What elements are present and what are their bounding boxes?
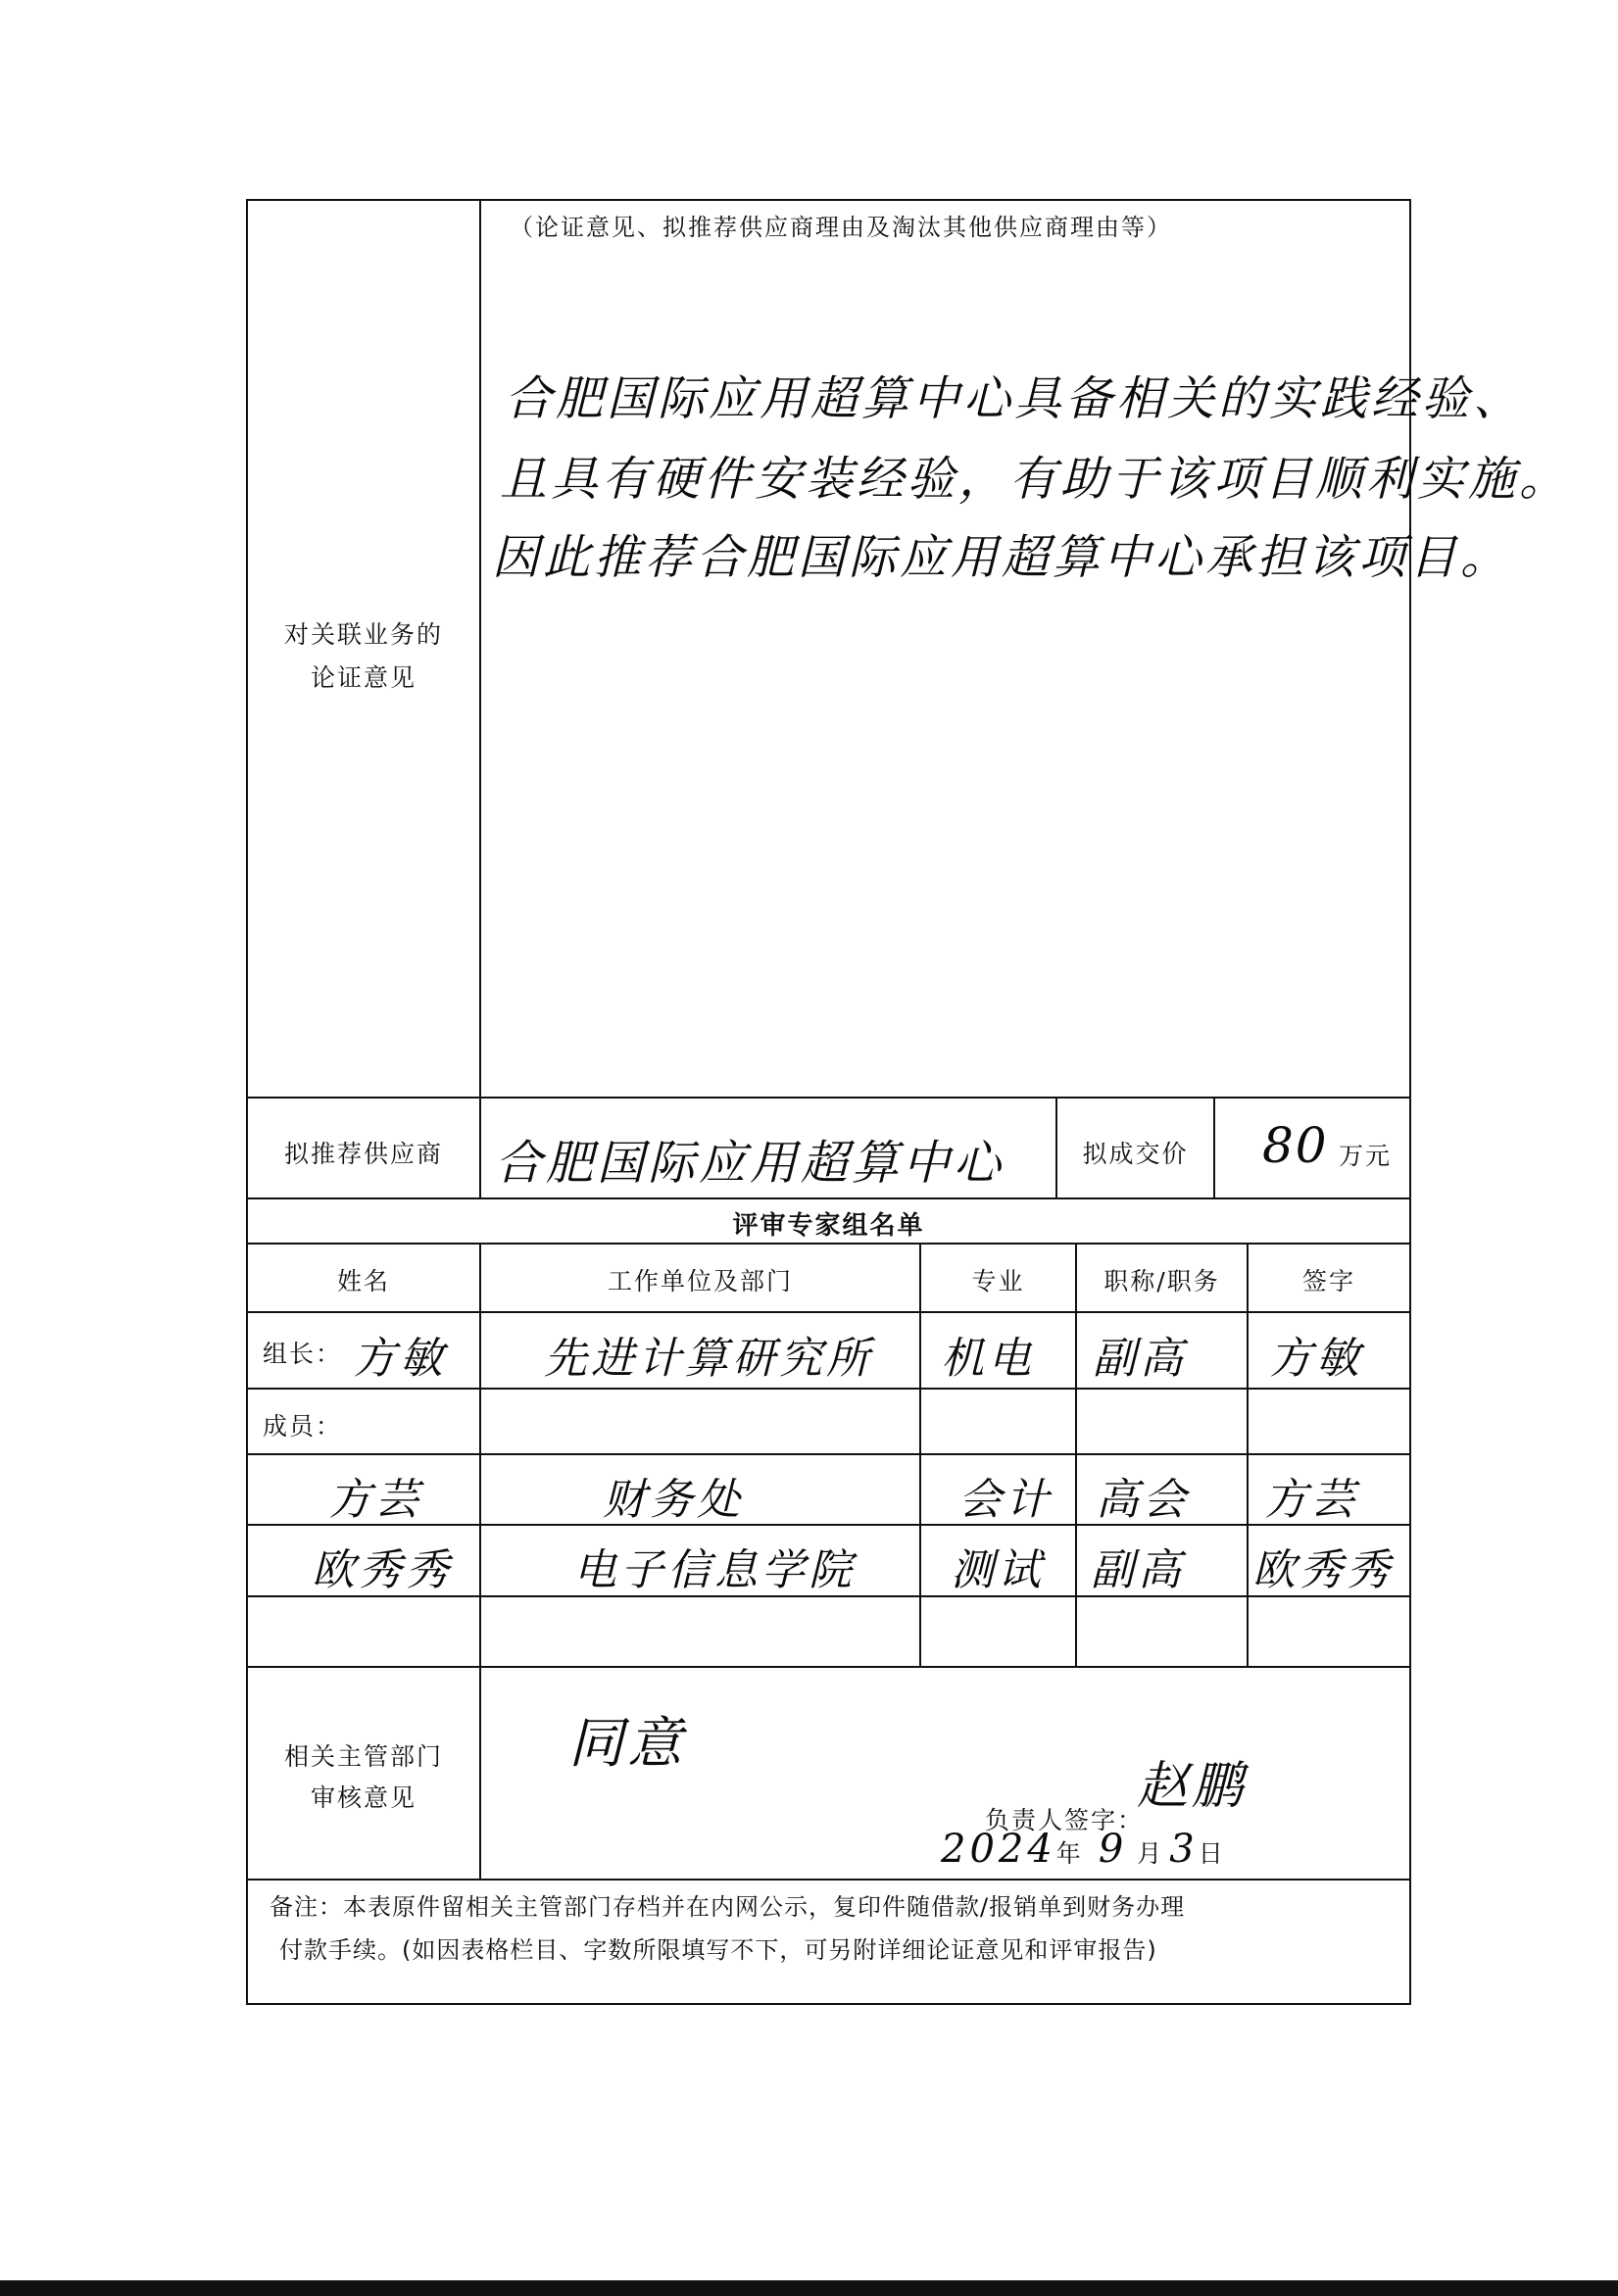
- member-1-signature: 方芸: [1264, 1475, 1358, 1525]
- leader-major: 机电: [941, 1334, 1035, 1384]
- review-date: [941, 1827, 1225, 1872]
- members-label: 成员：: [263, 1412, 343, 1441]
- price-value: 80: [1262, 1117, 1329, 1174]
- divider: [479, 199, 481, 1197]
- header-signature: 签字: [1301, 1267, 1355, 1295]
- opinion-handwritten-line-1: 合肥国际应用超算中心具备相关的实践经验、: [505, 371, 1525, 426]
- review-label-2: 审核意见: [310, 1783, 417, 1812]
- member-2-name: 欧秀秀: [312, 1545, 453, 1595]
- leader-label: 组长：: [263, 1340, 343, 1368]
- divider: [246, 1243, 1411, 1245]
- opinion-instructions: （论证意见、拟推荐供应商理由及淘汰其他供应商理由等）: [510, 214, 1172, 241]
- header-name: 姓名: [336, 1267, 390, 1295]
- divider: [479, 1243, 481, 1666]
- member-1-major: 会计: [958, 1475, 1053, 1525]
- date-month-suffix: 月: [1137, 1839, 1164, 1868]
- price-label: 拟成交价: [1082, 1140, 1189, 1168]
- date-year: 2024: [941, 1827, 1056, 1872]
- divider: [919, 1243, 921, 1666]
- date-month: 9: [1098, 1827, 1128, 1872]
- date-year-suffix: 年: [1055, 1839, 1083, 1868]
- leader-name: 方敏: [353, 1334, 447, 1384]
- note-line-2: 付款手续。(如因表格栏目、字数所限填写不下，可另附详细论证意见和评审报告): [279, 1936, 1157, 1964]
- divider: [246, 1097, 1411, 1099]
- leader-signature: 方敏: [1269, 1334, 1363, 1384]
- divider: [1247, 1243, 1249, 1666]
- review-signature: 赵鹏: [1137, 1757, 1248, 1816]
- price-unit: 万元: [1339, 1142, 1393, 1170]
- opinion-handwritten-line-2: 且具有硬件安装经验，有助于该项目顺利实施。: [500, 452, 1571, 507]
- opinion-row-label-2: 论证意见: [310, 663, 417, 692]
- note-line-1: 备注：本表原件留相关主管部门存档并在内网公示，复印件随借款/报销单到财务办理: [270, 1893, 1186, 1921]
- signer-label: 负责人签字：: [985, 1806, 1145, 1834]
- member-1-unit: 财务处: [603, 1475, 744, 1525]
- opinion-handwritten-line-3: 因此推荐合肥国际应用超算中心承担该项目。: [492, 530, 1512, 585]
- experts-title: 评审专家组名单: [732, 1211, 925, 1241]
- date-day: 3: [1169, 1827, 1199, 1872]
- member-2-title: 副高: [1091, 1545, 1185, 1595]
- scan-edge: [0, 2280, 1618, 2296]
- member-2-major: 测试: [951, 1545, 1045, 1595]
- member-1-name: 方芸: [328, 1475, 422, 1525]
- divider: [1075, 1243, 1077, 1666]
- divider: [246, 1453, 1411, 1455]
- divider: [1213, 1097, 1215, 1197]
- date-day-suffix: 日: [1198, 1839, 1225, 1868]
- member-2-unit: 电子信息学院: [573, 1545, 856, 1595]
- divider: [246, 1388, 1411, 1390]
- divider: [246, 1311, 1411, 1313]
- divider: [479, 1666, 481, 1879]
- leader-unit: 先进计算研究所: [544, 1334, 873, 1384]
- header-major: 专业: [971, 1267, 1025, 1295]
- divider: [246, 1197, 1411, 1199]
- member-1-title: 高会: [1096, 1475, 1190, 1525]
- leader-title: 副高: [1093, 1334, 1187, 1384]
- review-label-1: 相关主管部门: [283, 1742, 443, 1771]
- supplier-value: 合肥国际应用超算中心: [495, 1136, 1005, 1191]
- header-unit: 工作单位及部门: [607, 1267, 793, 1295]
- review-opinion: 同意: [568, 1712, 686, 1776]
- member-2-signature: 欧秀秀: [1252, 1545, 1394, 1595]
- supplier-label: 拟推荐供应商: [283, 1140, 443, 1168]
- divider: [246, 1879, 1411, 1881]
- divider: [246, 1666, 1411, 1668]
- opinion-row-label-1: 对关联业务的: [283, 620, 443, 649]
- header-title: 职称/职务: [1103, 1267, 1220, 1295]
